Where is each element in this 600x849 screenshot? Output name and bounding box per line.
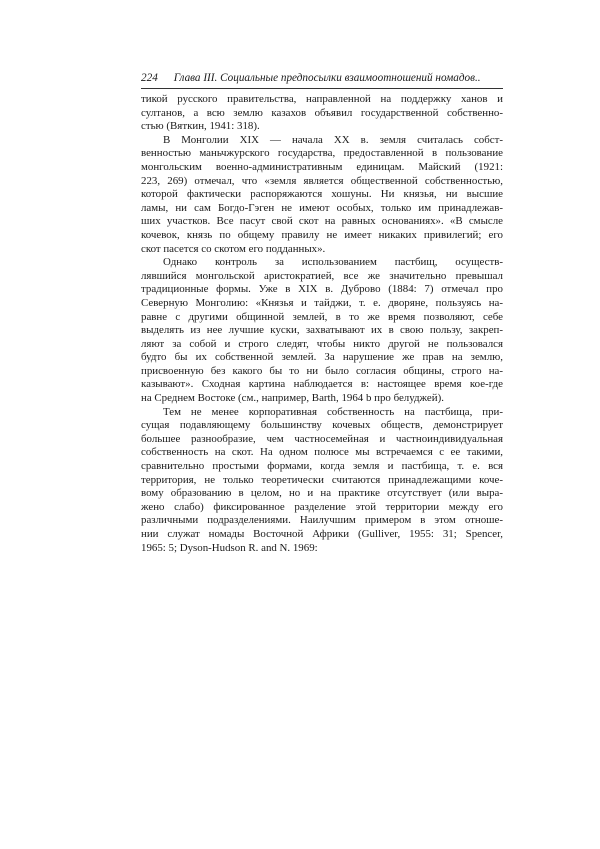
text-line: сущая подавляющему большинству кочевых обществ, демонстрирует xyxy=(141,419,503,432)
text-line: вому образованию в целом, но и на практике отсутствует (или выра- xyxy=(141,487,503,500)
text-line: Тем не менее корпоративная собственность на пастбища, при- xyxy=(163,405,503,418)
text-line: монгольским военно-административным единицам. Майский (1921: xyxy=(141,160,503,173)
body-text xyxy=(141,93,503,555)
paragraph xyxy=(141,93,503,134)
text-line: венностью маньчжурского государства, предоставленной в пользование xyxy=(141,147,503,160)
text-line: стью (Вяткин, 1941: 318). xyxy=(141,120,260,133)
text-line: султанов, а всю землю казахов объявил государственной собственно- xyxy=(141,106,503,119)
page-number: 224 xyxy=(141,72,158,84)
text-line: будто бы их собственной землей. За нарушение же прав на землю, xyxy=(141,351,503,364)
paragraph xyxy=(141,256,503,406)
text-line: традиционные формы. Уже в XIX в. Дуброво (1884: 7) отмечал про xyxy=(141,283,503,296)
text-line: на Среднем Востоке (см., например, Barth, 1964 b про белуджей). xyxy=(141,392,444,405)
paragraph xyxy=(141,406,503,556)
text-line: ляют за собой и строго следят, чтобы никто другой не пользовался xyxy=(141,337,503,350)
text-line: 223, 269) отмечал, что «земля является общественной собственностью, xyxy=(141,174,503,187)
text-line: сравнительно простыми формами, когда земля и пастбища, т. е. вся xyxy=(141,460,503,473)
text-line: собственность на скот. На одном полюсе мы встречаемся с ее такими, xyxy=(141,446,503,459)
text-line: Северную Монголию: «Князья и тайджи, т. е. дворяне, пользуясь на- xyxy=(141,296,503,309)
text-line: различными подразделениями. Наилучшим примером в этом отноше- xyxy=(141,514,503,527)
text-line: жено слабо) фиксированное разделение этой территории между его xyxy=(141,500,503,513)
text-line: Однако контроль за использованием пастбищ, осуществ- xyxy=(163,256,503,269)
text-line: ламы, ни сам Богдо-Гэген не имеют особых, только им принадлежав- xyxy=(141,201,503,214)
text-line: выделять из нее лучшие куски, захватывают их в свою пользу, закреп- xyxy=(141,324,503,337)
text-line: присвоенную без какого бы то ни было согласия общины, строго на- xyxy=(141,364,503,377)
text-line: территория, не только теоретически считаются принадлежащими коче- xyxy=(141,473,503,486)
text-line: большее разнообразие, чем частносемейная и частноиндивидуальная xyxy=(141,432,503,445)
text-line: В Монголии XIX — начала XX в. земля считалась собст- xyxy=(163,133,503,146)
text-line: ших участков. Все пасут свой скот на равных основаниях». «В смысле xyxy=(141,215,503,228)
text-line: казывают». Сходная картина наблюдается в: настоящее время кое-где xyxy=(141,378,503,391)
text-line: лявшийся монгольской аристократией, все же значительно превышал xyxy=(141,269,503,282)
text-line: скот пасется со скотом его подданных». xyxy=(141,242,326,255)
book-page xyxy=(141,71,503,555)
chapter-title: Глава III. Социальные предпосылки взаимоотношений номадов.. xyxy=(173,72,481,84)
text-line: тикой русского правительства, направленной на поддержку ханов и xyxy=(141,93,503,105)
text-line: 1965: 5; Dyson-Hudson R. and N. 1969: xyxy=(141,541,318,554)
text-line: равне с другими общинной землей, в то же время позволяют, себе xyxy=(141,310,503,323)
text-line: кочевок, князь по общему правилу не имеет никаких привилегий; его xyxy=(141,228,503,241)
paragraph xyxy=(141,134,503,256)
text-line: которой фактически распоряжаются хошуны. Ни князья, ни высшие xyxy=(141,188,503,201)
text-line: нии служат номады Восточной Африки (Gulliver, 1955: 31; Spencer, xyxy=(141,528,503,540)
running-header xyxy=(141,71,503,89)
